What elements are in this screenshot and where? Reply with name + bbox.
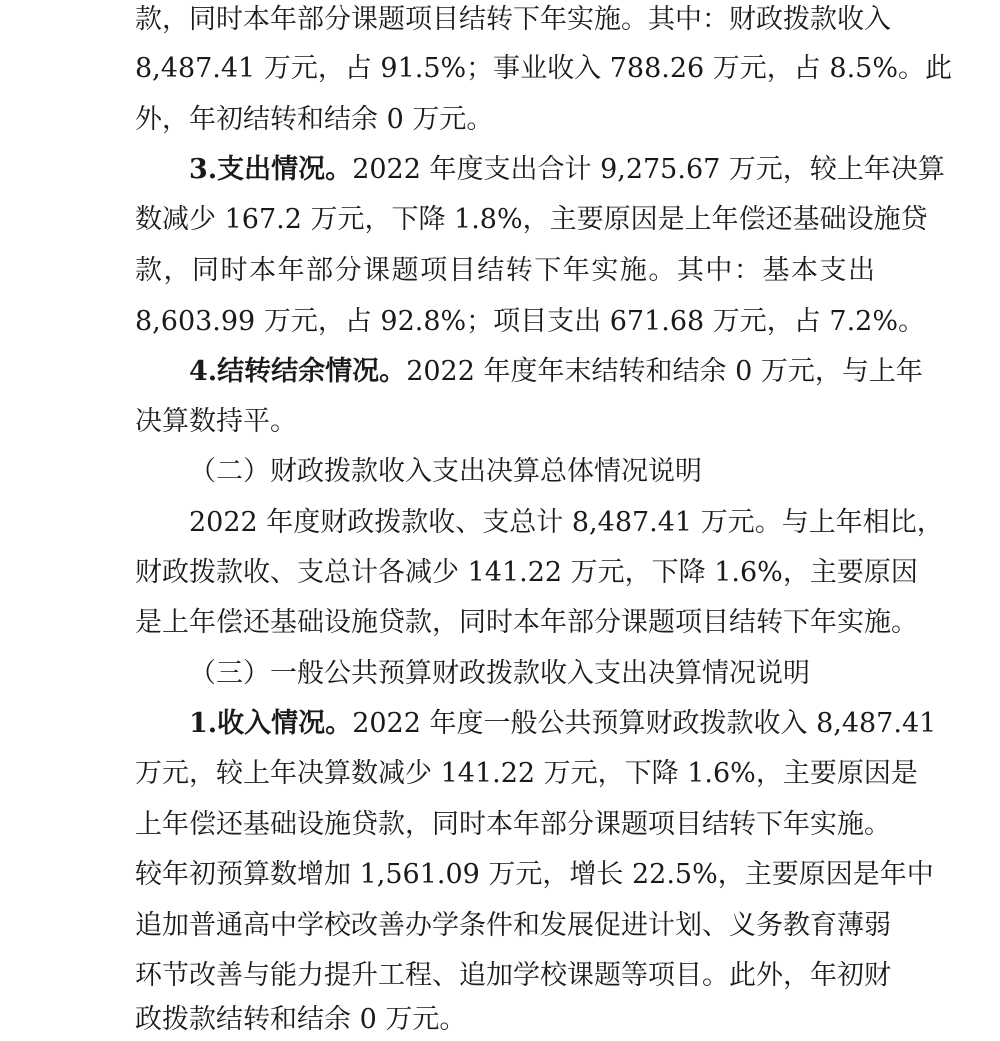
- section-heading-line: 1.收入情况。2022 年度一般公共预算财政拨款收入 8,487.41: [189, 708, 937, 739]
- text-line: 款，同时本年部分课题项目结转下年实施。其中：基本支出: [135, 255, 875, 286]
- section-heading: （二）财政拨款收入支出决算总体情况说明: [189, 456, 702, 487]
- text-line: 决算数持平。: [135, 406, 297, 437]
- text-line: 较年初预算数增加 1,561.09 万元，增长 22.5%，主要原因是年中: [135, 859, 934, 890]
- text-line: 8,603.99 万元，占 92.8%；项目支出 671.68 万元，占 7.2%。: [135, 306, 925, 337]
- text-line: 2022 年度财政拨款收、支总计 8,487.41 万元。与上年相比，: [189, 507, 944, 538]
- text-line: 外，年初结转和结余 0 万元。: [135, 104, 494, 135]
- subsection-lead: 3.支出情况。: [189, 154, 353, 185]
- text-line: 8,487.41 万元，占 91.5%；事业收入 788.26 万元，占 8.5%。此: [135, 53, 952, 84]
- text-line: 财政拨款收、支总计各减少 141.22 万元，下降 1.6%，主要原因: [135, 557, 918, 588]
- section-heading-line: 4.结转结余情况。2022 年度年末结转和结余 0 万元，与上年: [189, 356, 923, 387]
- text-line: 环节改善与能力提升工程、追加学校课题等项目。此外，年初财: [135, 960, 891, 991]
- text-line: 款，同时本年部分课题项目结转下年实施。其中：财政拨款收入: [135, 4, 891, 35]
- text-line: 政拨款结转和结余 0 万元。: [135, 1004, 467, 1035]
- section-heading: （三）一般公共预算财政拨款收入支出决算情况说明: [189, 658, 810, 689]
- text-line: 是上年偿还基础设施贷款，同时本年部分课题项目结转下年实施。: [135, 607, 918, 638]
- text-line: 万元，较上年决算数减少 141.22 万元，下降 1.6%，主要原因是: [135, 758, 918, 789]
- subsection-lead: 1.收入情况。: [189, 708, 353, 739]
- subsection-lead: 4.结转结余情况。: [189, 356, 407, 387]
- text-line: 追加普通高中学校改善办学条件和发展促进计划、义务教育薄弱: [135, 910, 891, 941]
- section-heading-line: 3.支出情况。2022 年度支出合计 9,275.67 万元，较上年决算: [189, 154, 945, 185]
- text-line: 上年偿还基础设施贷款，同时本年部分课题项目结转下年实施。: [135, 809, 891, 840]
- text-line: 数减少 167.2 万元，下降 1.8%，主要原因是上年偿还基础设施贷: [135, 204, 928, 235]
